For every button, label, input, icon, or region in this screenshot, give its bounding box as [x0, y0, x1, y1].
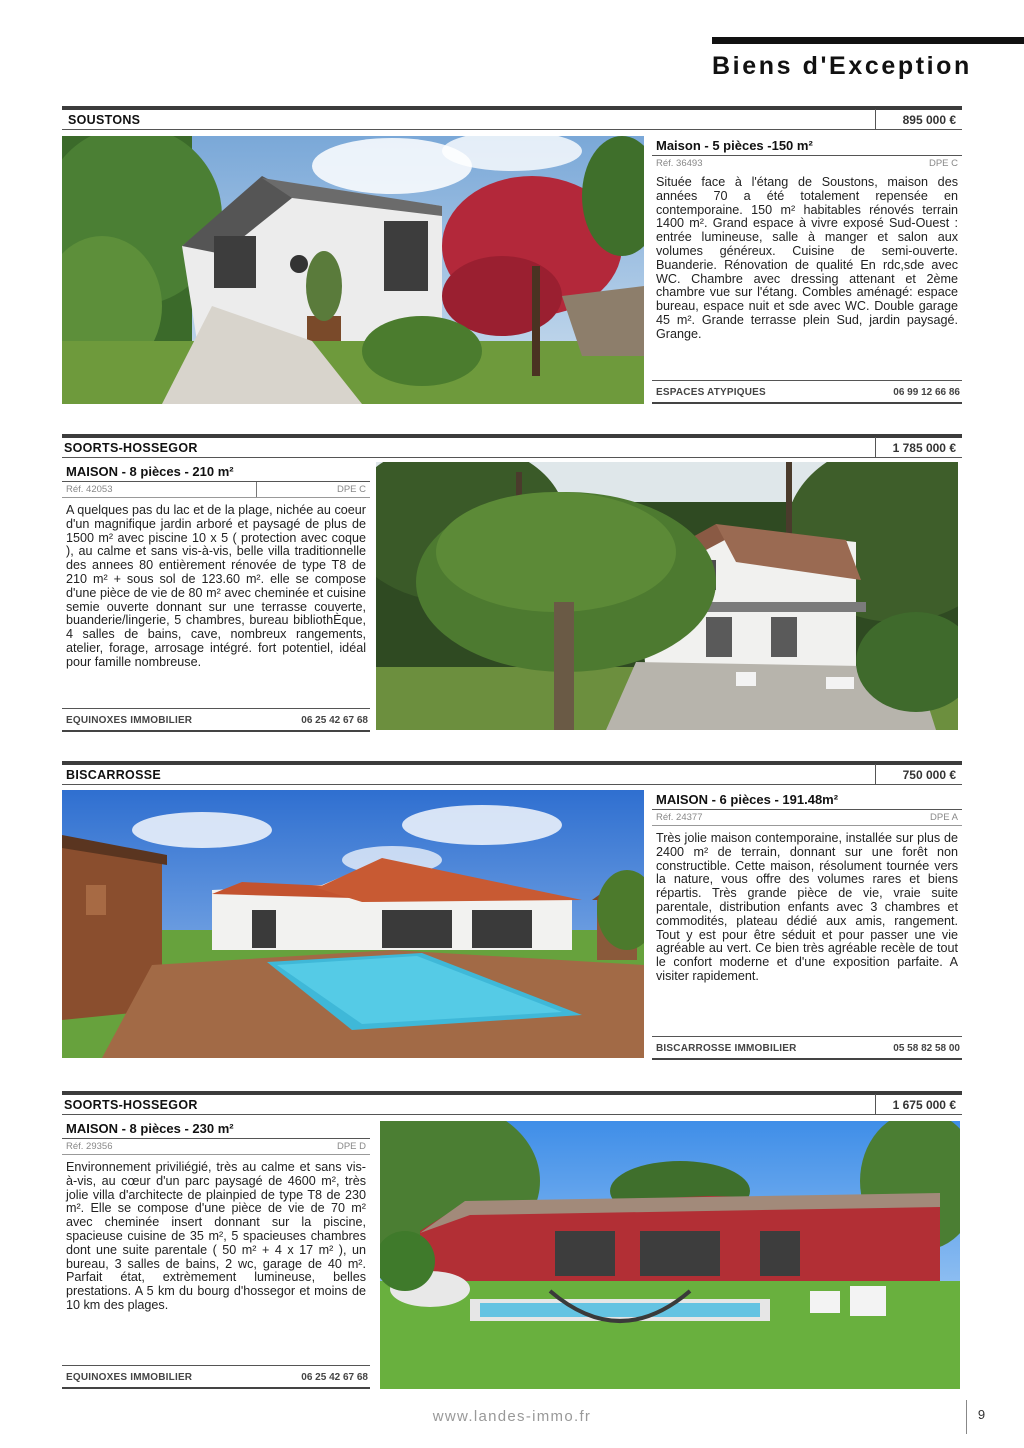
listing-ref: Réf. 24377 [656, 812, 703, 823]
listing-dpe: DPE C [928, 158, 958, 169]
listing-meta [62, 482, 370, 497]
listing-description: A quelques pas du lac et de la plage, nichée au coeur d'un magnifique jardin arboré et paysagé de plus de 1500 m² avec piscine 10 x 5 ( protection avec coque ), au calme et sans vis-à-vis, belle villa traditionnelle des annees 80 entièrement rénovée de type T8 de 210 m² + sous sol de 123.60 m². elle se compose d'une pièce de vie de 80 m² avec cheminée et cuisine semie ouverte donnant sur une terrasse couverte, buanderie/lingerie, 5 chambres, bureau bibliothÈque, 4 salles de bains, cave, nombreux rangements, atelier, forage, arrosage intégré. fort potentiel, idéal pour famille nombreuse. [62, 497, 370, 670]
listing-ref: Réf. 29356 [66, 1141, 113, 1152]
listing-footer [62, 1365, 370, 1389]
property-photo [62, 136, 644, 404]
listing-card [62, 434, 962, 734]
listing-header [62, 761, 962, 785]
site-url[interactable]: www.landes-immo.fr [432, 1408, 592, 1425]
listing-footer [652, 1036, 962, 1060]
listing-description: Environnement priviliégié, très au calme et sans vis-à-vis, au cœur d'un parc paysagé de 4600 m², très jolie villa d'architecte de plainpied de type T8 de 230 m². Elle se compose d'une pièce de vie de 70 m² avec cheminée insert donnant sur la piscine, spacieuse cuisine de 35 m², 5 spacieuses chambres dont une suite parentale ( 50 m² + 4 x 17 m² ), un bureau, 3 salles de bains, 2 wc, garage de 40 m². Parfait état, extrèmement lumineuse, belles prestations. A 5 km du bourg d'hossegor et moins de 10 km des plages. [62, 1154, 370, 1313]
listing-city: BISCARROSSE [66, 768, 161, 782]
agency-phone: 06 99 12 66 86 [893, 387, 960, 398]
listing-title: MAISON - 8 pièces - 230 m² [62, 1119, 370, 1139]
listing-meta [62, 1139, 370, 1154]
listing-title: MAISON - 8 pièces - 210 m² [62, 462, 370, 482]
listing-dpe: DPE A [930, 812, 958, 823]
listing-footer [652, 380, 962, 404]
listing-dpe: DPE C [336, 484, 366, 495]
listing-dpe: DPE D [336, 1141, 366, 1152]
property-photo [376, 462, 958, 730]
listing-title: MAISON - 6 pièces - 191.48m² [652, 790, 962, 810]
listing-price: 1 675 000 € [875, 1094, 962, 1114]
property-photo [380, 1121, 960, 1389]
page-number: 9 [966, 1400, 996, 1434]
listing-city: SOORTS-HOSSEGOR [64, 441, 198, 455]
section-title: Biens d'Exception [712, 52, 972, 80]
listing-price: 895 000 € [875, 109, 962, 129]
meta-divider [256, 482, 257, 497]
listing-title: Maison - 5 pièces -150 m² [652, 136, 962, 156]
listing-description: Très jolie maison contemporaine, installée sur plus de 2400 m² de terrain, donnant sur une forêt non constructible. Cette maison, résolument tournée vers la nature, vous offre des volumes rares et biens répartis. Très grande pièce de vie, vraie suite parentale, distribution enfants avec 3 chambres et commodités, plateau dédié aux amis, rangement. Tout y est pour être séduit et pour passer une vie agréable au vert. Ce bien très agréable recèle de tout le confort moderne et d'une exposition parfaite. A visiter rapidement. [652, 825, 962, 984]
agency-name: ESPACES ATYPIQUES [656, 387, 766, 398]
listing-ref: Réf. 42053 [66, 484, 113, 495]
listing-description: Située face à l'étang de Soustons, maison des années 70 a été totalement repensée en contemporaine. 150 m² habitables rénovés terrain 1400 m². Grand espace à vivre exposé Sud-Ouest : entrée lumineuse, salle à manger et salon aux volumes généreux. Cuisine de semi-ouverte. Buanderie. Rénovation de qualité En rdc,sde avec WC. Chambre avec dressing attenant et 2ème chambre vue sur l'étang. Combles aménagé: espace bureau, espace nuit et sde avec WC. Double garage 45 m². Grande terrasse plein Sud, jardin paysagé. Grange. [656, 175, 958, 341]
listing-city: SOORTS-HOSSEGOR [64, 1098, 198, 1112]
property-photo [62, 790, 644, 1058]
agency-phone: 06 25 42 67 68 [301, 1372, 368, 1383]
listing-meta [652, 156, 962, 171]
listing-footer [62, 708, 370, 732]
listing-price: 750 000 € [875, 764, 962, 784]
listing-info [652, 136, 962, 404]
agency-name: BISCARROSSE IMMOBILIER [656, 1043, 797, 1054]
listing-card [62, 106, 962, 406]
header-bar [712, 37, 1024, 44]
listing-ref: Réf. 36493 [656, 158, 703, 169]
listing-price: 1 785 000 € [875, 437, 962, 457]
agency-phone: 05 58 82 58 00 [893, 1043, 960, 1054]
listing-header [62, 106, 962, 130]
listing-header [62, 1091, 962, 1115]
agency-name: EQUINOXES IMMOBILIER [66, 715, 193, 726]
listing-card [62, 1091, 962, 1391]
listing-meta [652, 810, 962, 825]
listing-info [62, 1119, 370, 1389]
listing-info [652, 790, 962, 1060]
listing-header [62, 434, 962, 458]
listing-city: SOUSTONS [68, 113, 141, 127]
agency-phone: 06 25 42 67 68 [301, 715, 368, 726]
listing-info [62, 462, 370, 732]
agency-name: EQUINOXES IMMOBILIER [66, 1372, 193, 1383]
listing-card [62, 761, 962, 1061]
